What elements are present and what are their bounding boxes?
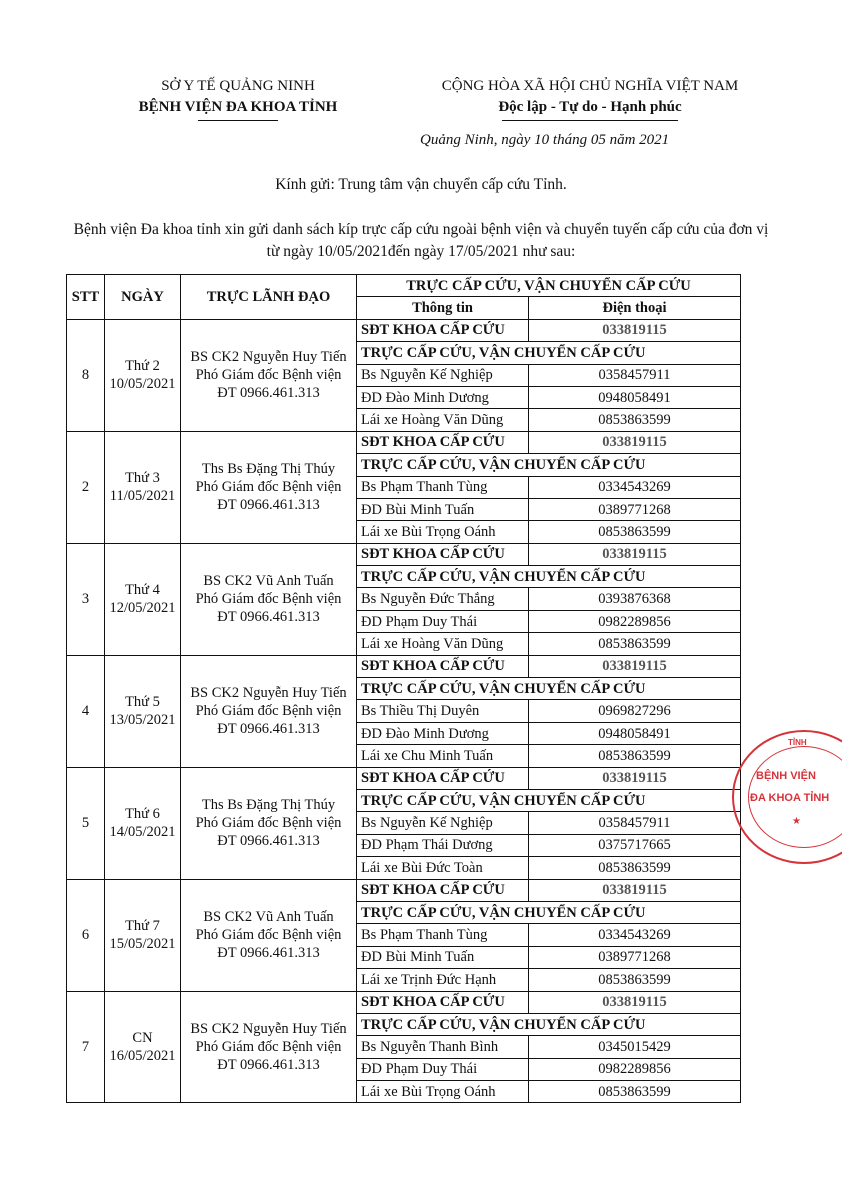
staff-phone: 0389771268 <box>529 498 741 520</box>
hotline-number: 033819115 <box>529 543 741 565</box>
staff-phone: 0982289856 <box>529 1058 741 1080</box>
hotline-number: 033819115 <box>529 991 741 1013</box>
row-date: 16/05/2021 <box>109 1047 176 1064</box>
staff-name: ĐD Phạm Duy Thái <box>357 1058 529 1080</box>
staff-name: Bs Phạm Thanh Tùng <box>357 924 529 946</box>
header-leadership: TRỰC LÃNH ĐẠO <box>181 275 357 320</box>
staff-name: ĐD Phạm Duy Thái <box>357 610 529 632</box>
staff-phone: 0969827296 <box>529 700 741 722</box>
leader-title: Phó Giám đốc Bệnh viện <box>195 479 342 496</box>
leader-name: BS CK2 Nguyễn Huy Tiến <box>190 1020 347 1037</box>
staff-name: Bs Nguyễn Đức Thắng <box>357 588 529 610</box>
staff-name: Lái xe Chu Minh Tuấn <box>357 745 529 767</box>
leader-phone: ĐT 0966.461.313 <box>217 833 320 850</box>
leader-title: Phó Giám đốc Bệnh viện <box>195 815 342 832</box>
table-row <box>67 319 741 341</box>
hotline-label: SĐT KHOA CẤP CỨU <box>357 991 529 1013</box>
hotline-number: 033819115 <box>529 655 741 677</box>
staff-name: ĐD Bùi Minh Tuấn <box>357 946 529 968</box>
staff-name: ĐD Phạm Thái Dương <box>357 834 529 856</box>
row-stt: 5 <box>67 767 105 879</box>
leader-name: BS CK2 Vũ Anh Tuấn <box>203 573 334 590</box>
row-leadership-cell <box>181 319 357 431</box>
section-title: TRỰC CẤP CỨU, VẬN CHUYỂN CẤP CỨU <box>357 454 741 476</box>
hotline-label: SĐT KHOA CẤP CỨU <box>357 543 529 565</box>
hotline-label: SĐT KHOA CẤP CỨU <box>357 655 529 677</box>
section-title: TRỰC CẤP CỨU, VẬN CHUYỂN CẤP CỨU <box>357 566 741 588</box>
staff-name: Lái xe Trịnh Đức Hạnh <box>357 969 529 991</box>
row-weekday: Thứ 6 <box>125 806 160 823</box>
staff-name: Lái xe Bùi Đức Toàn <box>357 857 529 879</box>
row-date: 15/05/2021 <box>109 936 176 953</box>
staff-name: Lái xe Hoàng Văn Dũng <box>357 633 529 655</box>
staff-name: Lái xe Hoàng Văn Dũng <box>357 409 529 431</box>
row-leadership-cell <box>181 655 357 767</box>
row-date-cell <box>105 431 181 543</box>
table-row <box>67 543 741 565</box>
leader-phone: ĐT 0966.461.313 <box>217 1056 320 1073</box>
row-stt: 8 <box>67 319 105 431</box>
row-date-cell <box>105 319 181 431</box>
staff-name: Bs Nguyễn Kế Nghiệp <box>357 812 529 834</box>
leader-name: BS CK2 Nguyễn Huy Tiến <box>190 685 347 702</box>
intro-paragraph: Bệnh viện Đa khoa tỉnh xin gửi danh sách kíp trực cấp cứu ngoài bệnh viện và chuyển tuyến cấp cứu của đơn vị từ ngày 10/05/2021đến ngày 17/05/2021 như sau: <box>73 221 769 260</box>
leader-phone: ĐT 0966.461.313 <box>217 385 320 402</box>
addressee: Kính gửi: Trung tâm vận chuyển cấp cứu Tỉnh. <box>275 176 567 193</box>
leader-title: Phó Giám đốc Bệnh viện <box>195 927 342 944</box>
duty-roster-table <box>66 274 741 1103</box>
row-leadership-cell <box>181 431 357 543</box>
table-row <box>67 655 741 677</box>
row-leadership-cell <box>181 879 357 991</box>
hospital-stamp <box>732 730 842 864</box>
staff-name: Bs Nguyễn Thanh Bình <box>357 1036 529 1058</box>
header-info: Thông tin <box>357 297 529 319</box>
staff-name: ĐD Bùi Minh Tuấn <box>357 498 529 520</box>
section-title: TRỰC CẤP CỨU, VẬN CHUYỂN CẤP CỨU <box>357 342 741 364</box>
dateline: Quảng Ninh, ngày 10 tháng 05 năm 2021 <box>420 132 670 148</box>
roster-body <box>67 319 741 1103</box>
leader-title: Phó Giám đốc Bệnh viện <box>195 1038 342 1055</box>
leader-phone: ĐT 0966.461.313 <box>217 945 320 962</box>
staff-name: Bs Thiều Thị Duyên <box>357 700 529 722</box>
staff-name: Bs Phạm Thanh Tùng <box>357 476 529 498</box>
row-leadership-cell <box>181 767 357 879</box>
leader-phone: ĐT 0966.461.313 <box>217 497 320 514</box>
row-date-cell <box>105 543 181 655</box>
row-stt: 3 <box>67 543 105 655</box>
hotline-label: SĐT KHOA CẤP CỨU <box>357 319 529 341</box>
hotline-number: 033819115 <box>529 431 741 453</box>
stamp-top-text: TỈNH <box>788 738 807 747</box>
leader-phone: ĐT 0966.461.313 <box>217 721 320 738</box>
header-ngay: NGÀY <box>105 275 181 320</box>
row-leadership-cell <box>181 543 357 655</box>
leader-phone: ĐT 0966.461.313 <box>217 609 320 626</box>
staff-phone: 0853863599 <box>529 857 741 879</box>
staff-phone: 0345015429 <box>529 1036 741 1058</box>
staff-phone: 0948058491 <box>529 722 741 744</box>
table-row <box>67 767 741 789</box>
row-weekday: Thứ 4 <box>125 582 160 599</box>
leader-name: Ths Bs Đặng Thị Thúy <box>201 461 336 478</box>
staff-phone: 0389771268 <box>529 946 741 968</box>
staff-phone: 0853863599 <box>529 409 741 431</box>
staff-phone: 0853863599 <box>529 745 741 767</box>
hotline-number: 033819115 <box>529 767 741 789</box>
issuer-block <box>118 76 358 121</box>
staff-phone: 0358457911 <box>529 364 741 386</box>
hotline-label: SĐT KHOA CẤP CỨU <box>357 431 529 453</box>
row-date: 11/05/2021 <box>109 488 176 505</box>
hotline-number: 033819115 <box>529 319 741 341</box>
row-stt: 7 <box>67 991 105 1103</box>
national-motto: Độc lập - Tự do - Hạnh phúc <box>498 99 682 115</box>
staff-name: Bs Nguyễn Kế Nghiệp <box>357 364 529 386</box>
table-row <box>67 879 741 901</box>
row-date-cell <box>105 991 181 1103</box>
row-date-cell <box>105 767 181 879</box>
header-phone: Điện thoại <box>529 297 741 319</box>
row-weekday: Thứ 7 <box>125 918 160 935</box>
row-weekday: CN <box>132 1029 153 1046</box>
row-stt: 4 <box>67 655 105 767</box>
leader-name: BS CK2 Vũ Anh Tuấn <box>203 909 334 926</box>
national-heading <box>400 76 780 121</box>
hotline-label: SĐT KHOA CẤP CỨU <box>357 767 529 789</box>
row-stt: 2 <box>67 431 105 543</box>
row-date: 14/05/2021 <box>109 824 176 841</box>
leader-name: Ths Bs Đặng Thị Thúy <box>201 797 336 814</box>
staff-phone: 0853863599 <box>529 1081 741 1103</box>
staff-phone: 0334543269 <box>529 924 741 946</box>
country-name: CỘNG HÒA XÃ HỘI CHỦ NGHĨA VIỆT NAM <box>441 78 739 94</box>
header-emergency-group: TRỰC CẤP CỨU, VẬN CHUYỂN CẤP CỨU <box>357 275 741 297</box>
table-row <box>67 431 741 453</box>
hotline-label: SĐT KHOA CẤP CỨU <box>357 879 529 901</box>
staff-phone: 0375717665 <box>529 834 741 856</box>
row-weekday: Thứ 2 <box>125 358 160 375</box>
staff-name: ĐD Đào Minh Dương <box>357 722 529 744</box>
section-title: TRỰC CẤP CỨU, VẬN CHUYỂN CẤP CỨU <box>357 1013 741 1035</box>
leader-title: Phó Giám đốc Bệnh viện <box>195 367 342 384</box>
motto-underline <box>502 120 678 121</box>
leader-title: Phó Giám đốc Bệnh viện <box>195 703 342 720</box>
row-weekday: Thứ 5 <box>125 694 160 711</box>
stamp-line-1: BỆNH VIỆN <box>756 770 816 782</box>
staff-name: ĐD Đào Minh Dương <box>357 386 529 408</box>
leader-title: Phó Giám đốc Bệnh viện <box>195 591 342 608</box>
staff-phone: 0948058491 <box>529 386 741 408</box>
leader-name: BS CK2 Nguyễn Huy Tiến <box>190 349 347 366</box>
organization-name: BỆNH VIỆN ĐA KHOA TỈNH <box>138 99 338 115</box>
section-title: TRỰC CẤP CỨU, VẬN CHUYỂN CẤP CỨU <box>357 901 741 923</box>
row-date: 12/05/2021 <box>109 600 176 617</box>
staff-phone: 0853863599 <box>529 633 741 655</box>
row-leadership-cell <box>181 991 357 1103</box>
department-name: SỞ Y TẾ QUẢNG NINH <box>161 78 315 94</box>
row-weekday: Thứ 3 <box>125 470 160 487</box>
staff-phone: 0982289856 <box>529 610 741 632</box>
stamp-star-icon: ★ <box>792 816 801 827</box>
section-title: TRỰC CẤP CỨU, VẬN CHUYỂN CẤP CỨU <box>357 789 741 811</box>
row-date-cell <box>105 655 181 767</box>
staff-phone: 0334543269 <box>529 476 741 498</box>
staff-phone: 0393876368 <box>529 588 741 610</box>
header-stt: STT <box>67 275 105 320</box>
hotline-number: 033819115 <box>529 879 741 901</box>
row-stt: 6 <box>67 879 105 991</box>
row-date: 13/05/2021 <box>109 712 176 729</box>
row-date: 10/05/2021 <box>109 376 176 393</box>
staff-phone: 0358457911 <box>529 812 741 834</box>
section-title: TRỰC CẤP CỨU, VẬN CHUYỂN CẤP CỨU <box>357 678 741 700</box>
staff-phone: 0853863599 <box>529 521 741 543</box>
table-row <box>67 991 741 1013</box>
staff-name: Lái xe Bùi Trọng Oánh <box>357 1081 529 1103</box>
stamp-line-2: ĐA KHOA TỈNH <box>750 792 830 804</box>
staff-name: Lái xe Bùi Trọng Oánh <box>357 521 529 543</box>
staff-phone: 0853863599 <box>529 969 741 991</box>
organization-underline <box>198 120 278 121</box>
row-date-cell <box>105 879 181 991</box>
